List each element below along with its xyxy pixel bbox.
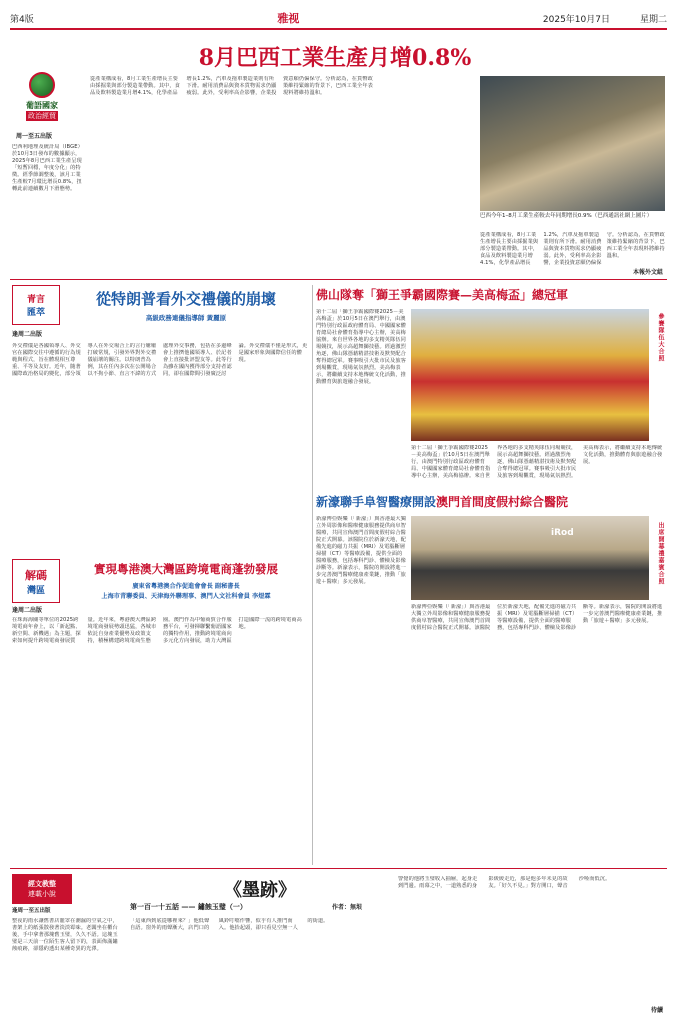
photo-sign: iRod <box>551 528 574 538</box>
badge-byline: 周一至五出版 <box>16 133 53 140</box>
globe-icon <box>29 72 55 98</box>
article-title: 實現粵港澳大灣區跨境電商蓬勃發展 <box>94 562 278 576</box>
section-badge <box>12 559 60 603</box>
badge-byline: 逢周一至五出版 <box>12 908 51 914</box>
article-melco-hospital <box>316 492 667 865</box>
photo-caption: 巴西今年1–8月工業生產較去年同期增長0.9%（巴西通訊社網上圖片） <box>480 213 665 220</box>
photo-credit: 本報外文組 <box>632 269 663 276</box>
article-body-continued: 新濠博亞娛樂（「新濠」）與香港最大獨立外周影像和醫療健康服務提供商阜智醫療，共同宣佈澳門首間度假村綜合醫院正式開幕。該醫院位於新濠天地，配備先進的磁力共振（MRI）及電腦斷層掃描（CT）等醫療設備，提供全面的醫療服務，包括專科門診、體檢及影像診斷等。新濠表示，醫院的開設將進一步完善澳門醫療健康產業鏈，推動「旅遊＋醫療」多元發展。 <box>411 604 663 631</box>
article-title: 新濠聯手阜智醫療開設澳門首間度假村綜合醫院 <box>316 495 569 509</box>
article-lead: 巴西利地理及統計局（IBGE）於10月3日發布的數據顯示，2025年8月巴西工業生產呈現「短暫回穩，年度分化」的特徵。經季節調整後，該月工業生產較7月環比增長0.8%，扭轉此前連續數月下滑態勢。 <box>12 144 82 192</box>
badge-title: 葡語國家 <box>26 100 58 110</box>
page-header <box>10 8 667 30</box>
badge-subtitle: 匯萃 <box>26 308 45 318</box>
article-body: 新濠博亞娛樂（「新濠」）與香港最大獨立外周影像和醫療健康服務提供商阜智醫療，共同宣佈澳門首間度假村綜合醫院正式開幕。該醫院位於新濠天地，配備先進的磁力共振（MRI）及電腦斷層掃描（CT）等醫療設備，提供全面的醫療服務，包括專科門診、體檢及影像診斷等。新濠表示，醫院的開設將進一步完善澳門醫療健康產業鏈，推動「旅遊＋醫療」多元發展。 <box>316 516 406 585</box>
badge-title: 解碼 <box>25 568 47 582</box>
section-badge <box>12 285 60 325</box>
factory-photo <box>480 76 665 211</box>
badge-subtitle: 政治經貿 <box>28 111 56 120</box>
page-number: 第4版 <box>10 14 34 25</box>
article-serial-novel <box>10 872 667 1018</box>
article-title: 8月巴西工業生產月增0.8% <box>198 45 472 71</box>
article-subtitle-2: 上海市青聯委員、天津海外聯理事、澳門人文社科會員 李煜霖 <box>101 593 271 600</box>
column-divider <box>312 285 313 865</box>
section-badge <box>12 874 72 904</box>
badge-subtitle: 灣區 <box>26 585 45 596</box>
photo-side-label: 參賽隊伍大合照 <box>657 313 664 362</box>
article-lion-dance <box>316 283 667 488</box>
team-photo <box>411 309 649 441</box>
section-divider <box>10 279 667 280</box>
article-body: 從產業構成看，8月工業生產增長主要由採掘業與部分製造業帶動。其中，食品及飲料製造業月增4.1%，化學產品增長1.2%，汽車及拖車製造業則有所下滑。耐用消費品與資本貨物需求仍顯疲弱。此外，受利率高企影響，企業投資意願仍偏保守。分析認為，在貨幣政策維持緊縮的背景下，巴西工業全年表現料將維持溫和。 <box>90 76 373 96</box>
article-cross-border-ecommerce <box>10 557 310 865</box>
article-body-continued: 從產業構成看，8月工業生產增長主要由採掘業與部分製造業帶動。其中，食品及飲料製造業月增4.1%，化學產品增長1.2%，汽車及拖車製造業則有所下滑。耐用消費品與資本貨物需求仍顯疲弱。此外，受利率高企影響，企業投資意願仍偏保守。分析認為，在貨幣政策維持緊縮的背景下，巴西工業全年表現料將維持溫和。 <box>480 232 665 266</box>
article-body: 在珠海海關等單位的2025跨境電商年會上，以「新起點、新空間、新機遇」為主題，探索如何提升跨境電商發展質量。近年來，粵港澳大灣區跨境電商發展勢頭迅猛，各城市依託自身產業優勢及政策支持，積極構建跨境電商生態圈。澳門作為中葡商貿合作服務平台，可發揮聯繫葡語國家的獨特作用，推動跨境電商向多元化方向發展，助力大灣區打造國際一流的跨境電商高地。 <box>12 617 302 644</box>
novel-title: 《墨跡》 <box>224 880 296 901</box>
opening-ceremony-photo <box>411 516 649 600</box>
article-title: 佛山隊奪「獅王爭霸國際賽—美高梅盃」總冠軍 <box>316 288 569 302</box>
article-brazil-industry <box>10 36 667 276</box>
novel-body-right: 警覺的他將玉璧收入抽屜，起身走到門邊。雨幕之中，一道熟悉的身影緩緩走近，那是他多年未見的故友。「好久不見。」對方開口，聲音沙啞而低沉。 <box>398 876 611 889</box>
article-byline: 高級政務連儀指導師 黃麗原 <box>145 314 227 322</box>
weekday: 星期二 <box>639 14 667 25</box>
article-body-continued: 第十二屆「獅王爭霸國際賽2025－美高梅盃」於10月5日在澳門舉行，由澳門特別行政區政府體育局、中國國家體育總局社會體育指導中心主辦，美高梅協辦。來自世界各地的多支精英隊伍同場競技，展示高超舞獅技藝。經過激烈角逐，佛山隊憑藉精湛技術及默契配合奪得總冠軍。賽事吸引大批市民及旅客到場觀賞，現場氣氛熱烈。美高梅表示，將繼續支持本地傳統文化活動，推動體育與旅遊融合發展。 <box>411 445 663 479</box>
badge-title: 經文教整 <box>28 880 56 888</box>
badge-subtitle: 連載小說 <box>28 890 56 898</box>
badge-byline: 逢周二出版 <box>12 331 43 338</box>
issue-date: 2025年10月7日 <box>542 14 610 25</box>
photo-side-label: 出席開幕禮嘉賓合照 <box>657 522 664 585</box>
article-body: 外交禮儀是各國領導人、外交官在國際交往中遵循的行為規範與程式，旨在體現相互尊重、平等及友好。近年，隨著國際政治格局的變化，部分領導人在外交場合上的言行屢屢打破常規，引發外界對外交禮儀崩壞的關注。以特朗普為例，其在任內多次在公開場合以不拘小節、直言不諱的方式處理外交事務，包括在多邊峰會上推擠他國領導人、於記者會上直接批評盟友等。此等行為雖在國內獲得部分支持者認同，卻在國際間引發廣泛討論。外交禮儀不僅是形式，更是國家形象與國際信任的體現。 <box>12 343 308 377</box>
to-be-continued: 待續 <box>650 1007 663 1014</box>
section-badge <box>12 66 72 126</box>
article-title: 從特朗普看外交禮儀的崩壞 <box>95 290 276 308</box>
badge-title: 青言 <box>26 295 45 305</box>
novel-author: 作者：無垠 <box>332 904 363 911</box>
chapter-title: 第一百一十五話 —— 鏽蝕玉璧（一） <box>130 903 247 911</box>
novel-body-left: 整夜的雨水讓舊書店籠罩在潮濕的空氣之中，書架上的紙張散發著淡淡霉味。老闆坐在櫃台後，手中拿著那塊舊玉璧，久久不語。這塊玉璧是三天前一位陌生客人留下的，表面佈滿鏽蝕痕跡，卻隱約透出某種奇異的光澤。 <box>12 918 118 952</box>
section-divider <box>10 868 667 869</box>
paper-name: 雅视 <box>277 12 300 25</box>
article-diplomatic-etiquette <box>10 283 310 553</box>
article-body: 第十二屆「獅王爭霸國際賽2025－美高梅盃」於10月5日在澳門舉行，由澳門特別行政區政府體育局、中國國家體育總局社會體育指導中心主辦，美高梅協辦。來自世界各地的多支精英隊伍同場競技，展示高超舞獅技藝。經過激烈角逐，佛山隊憑藉精湛技術及默契配合奪得總冠軍。賽事吸引大批市民及旅客到場觀賞，現場氣氛熱烈。美高梅表示，將繼續支持本地傳統文化活動，推動體育與旅遊融合發展。 <box>316 309 406 385</box>
badge-byline: 逢周二出版 <box>12 607 43 614</box>
novel-body-mid: 「這東西到底從哪裡來？」他低聲自語。窗外的雨聲漸大，店門口的風鈴叮噹作響，似乎有人推門而入。他抬起頭，卻只看見空無一人的街道。 <box>130 918 329 931</box>
article-subtitle: 廣東省粵港澳合作促進會會長 副秘書長 <box>132 583 240 590</box>
